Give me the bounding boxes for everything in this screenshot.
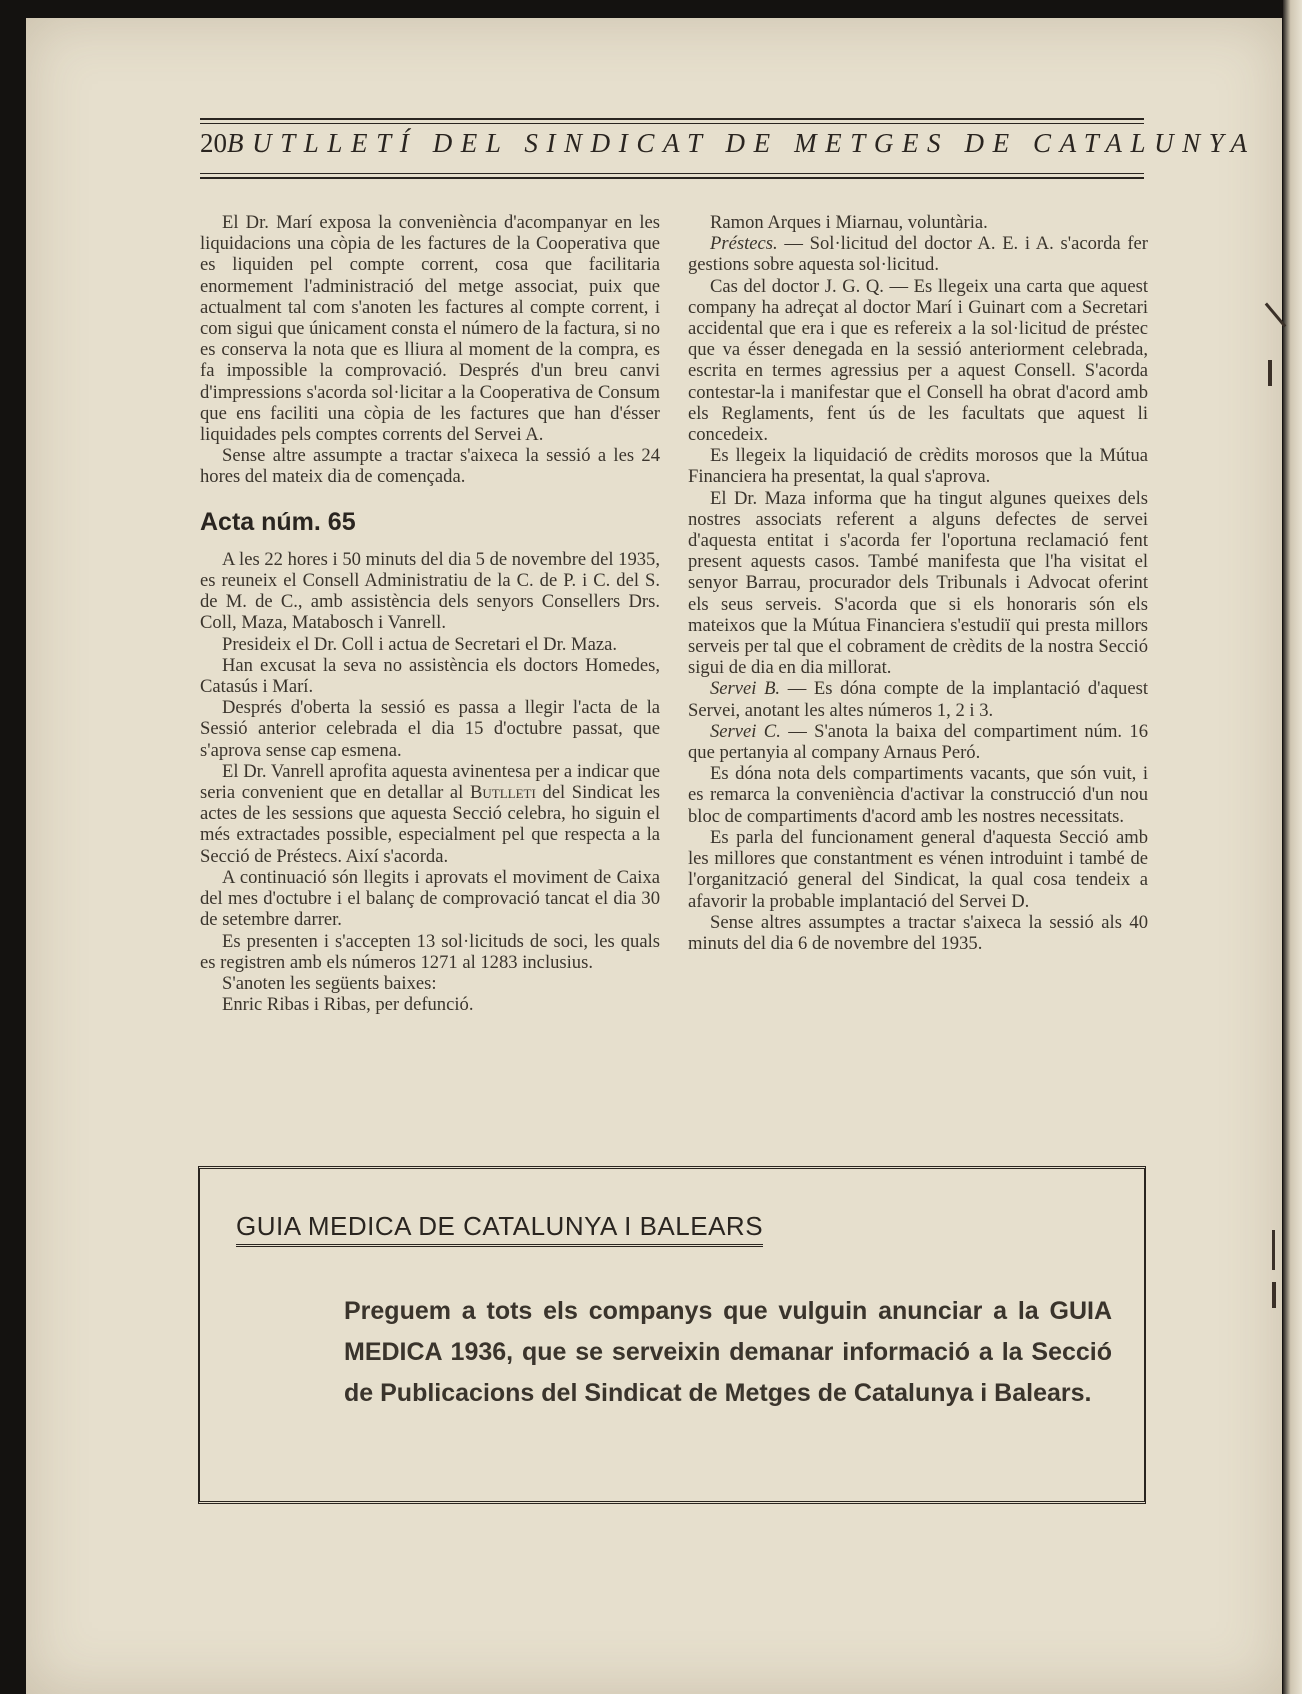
subsection-label: Servei C. (710, 720, 781, 742)
paragraph: Han excusat la seva no assistència els doctors Homedes, Catasús i Marí. (200, 654, 660, 698)
paragraph: S'anoten les següents baixes: (222, 972, 437, 994)
text-run: — Es dóna compte de la implantació d'aquest Servei, anotant les altes números 1, 2 i 3. (688, 678, 1148, 721)
left-column (200, 212, 660, 1015)
header-rule-top (200, 118, 1144, 120)
paragraph (688, 233, 1148, 275)
paragraph (688, 721, 1148, 763)
page-number: 20 (200, 128, 227, 158)
text-run: — Sol·licitud del doctor A. E. i A. s'acorda fer gestions sobre aquesta sol·licitud. (688, 233, 1148, 276)
paragraph: A continuació són llegits i aprovats el moviment de Caixa del mes d'octubre i el balanç de comprovació tancat el dia 30 de setembre darrer. (200, 866, 660, 931)
text-run: del Sindicat les actes de les sessions que aquesta Secció celebra, ho siguin el més extractades possible, especialment pel que respecta a la Secció de Préstecs. Així s'acorda. (200, 782, 660, 867)
paragraph: Presideix el Dr. Coll i actua de Secretari el Dr. Maza. (222, 633, 617, 655)
paragraph: Sense altres assumptes a tractar s'aixeca la sessió als 40 minuts del dia 6 de novembre del 1935. (688, 911, 1148, 954)
text-run: El Dr. Vanrell aprofita aquesta avinentesa per a indicar que seria convenient que en detallar al (200, 760, 660, 804)
text-run: — S'anota la baixa del compartiment núm. 16 que pertanyia al company Arnaus Peró. (688, 720, 1149, 764)
advertisement-title: GUIA MEDICA DE CATALUNYA I BALEARS (236, 1211, 763, 1247)
section-heading: Acta núm. 65 (200, 507, 356, 536)
paragraph: Sense altre assumpte a tractar s'aixeca la sessió a les 24 hores del mateix dia de començada. (200, 445, 660, 488)
header-rule-top-thin (200, 123, 1144, 124)
paragraph: Enric Ribas i Ribas, per defunció. (222, 994, 474, 1016)
paragraph: A les 22 hores i 50 minuts del dia 5 de novembre del 1935, es reuneix el Consell Administratiu de la C. de P. i C. del S. de M. de C., amb assistència dels senyors Consellers Drs. Coll, Maza, Matabosch i Vanrell. (200, 548, 660, 634)
subsection-label: Servei B. (710, 678, 781, 700)
paragraph: El Dr. Maza informa que ha tingut algunes queixes dels nostres associats referent a alguns defectes de servei d'aquesta entitat i s'acorda fer l'oportuna reclamació fent present aquests casos. També manifesta que l'ha visitat el senyor Barrau, procurador dels Tribunals i Advocat oferint els seus serveis. S'acorda que si els honoraris són els mateixos que la Mútua Financiera s'estudiï qui presta millors serveis per tal que el cobrament de crèdits de la nostra Secció sigui de dia en dia millorat. (688, 487, 1148, 679)
paragraph: Es llegeix la liquidació de crèdits morosos que la Mútua Financiera ha presentat, la qual s'aprova. (688, 445, 1148, 488)
paragraph: Es parla del funcionament general d'aquesta Secció amb les millores que constantment es vénen introduint i també de l'organització general del Sindicat, la qual cosa tendeix a afavorir la probable implantació del Servei D. (688, 826, 1148, 912)
running-title: BUTLLETÍ DEL SINDICAT DE METGES DE CATALUNYA (227, 128, 1256, 158)
publication-name: Butlleti (469, 782, 536, 804)
paragraph (200, 761, 660, 867)
header-rule-bottom-thin (200, 173, 1144, 174)
paragraph: Es presenten i s'accepten 13 sol·licituds de soci, les quals es registren amb els números 1271 al 1283 inclusius. (200, 930, 660, 973)
paragraph: Després d'oberta la sessió es passa a llegir l'acta de la Sessió anterior celebrada el dia 15 d'octubre passat, que s'aprova sense cap esmena. (200, 697, 660, 761)
page-edge (1283, 0, 1302, 1694)
subsection-label: Préstecs. (710, 233, 778, 255)
paragraph: Ramon Arques i Miarnau, voluntària. (710, 212, 988, 233)
paragraph (688, 678, 1148, 720)
advertisement-body: Preguem a tots els companys que vulguin anunciar a la GUIA MEDICA 1936, que se serveixin demanar informació a la Secció de Publicacions del Sindicat de Metges de Catalunya i Balears. (344, 1297, 1112, 1407)
margin-mark (1272, 1230, 1275, 1270)
margin-mark (1268, 360, 1272, 386)
paragraph: Cas del doctor J. G. Q. — Es llegeix una carta que aquest company ha adreçat al doctor Marí i Guinart com a Secretari accidental que era i que es refereix a la sol·licitud de préstec que va ésser denegada en la sessió anteriorment celebrada, escrita en termes agressius per a aquest Consell. S'acorda contestar-la i manifestar que el Consell ha obrat d'acord amb els Reglaments, fent ús de les facultats que aquest li concedeix. (688, 275, 1148, 446)
advertisement-box (198, 1166, 1146, 1504)
running-header (200, 118, 1256, 179)
margin-mark (1272, 1282, 1276, 1308)
paragraph: El Dr. Marí exposa la conveniència d'acompanyar en les liquidacions una còpia de les factures de la Cooperativa que es liquiden pel compte corrent, cosa que facilitaria enormement l'administració del metge associat, puix que actualment tal com s'anoten les factures al compte corrent, i com sigui que únicament consta el número de la factura, si no es conserva la nota que es lliura al moment de la compra, es fa impossible la comprovació. Després d'un breu canvi d'impressions s'acorda sol·licitar a la Cooperativa de Consum que ens faciliti una còpia de les factures que han d'ésser liquidades pels comptes corrents del Servei A. (200, 212, 660, 446)
header-rule-bottom (200, 177, 1144, 179)
right-column (688, 212, 1148, 954)
paragraph: Es dóna nota dels compartiments vacants, que són vuit, i es remarca la conveniència d'activar la construcció d'un nou bloc de compartiments d'acord amb les nostres necessitats. (688, 763, 1148, 827)
